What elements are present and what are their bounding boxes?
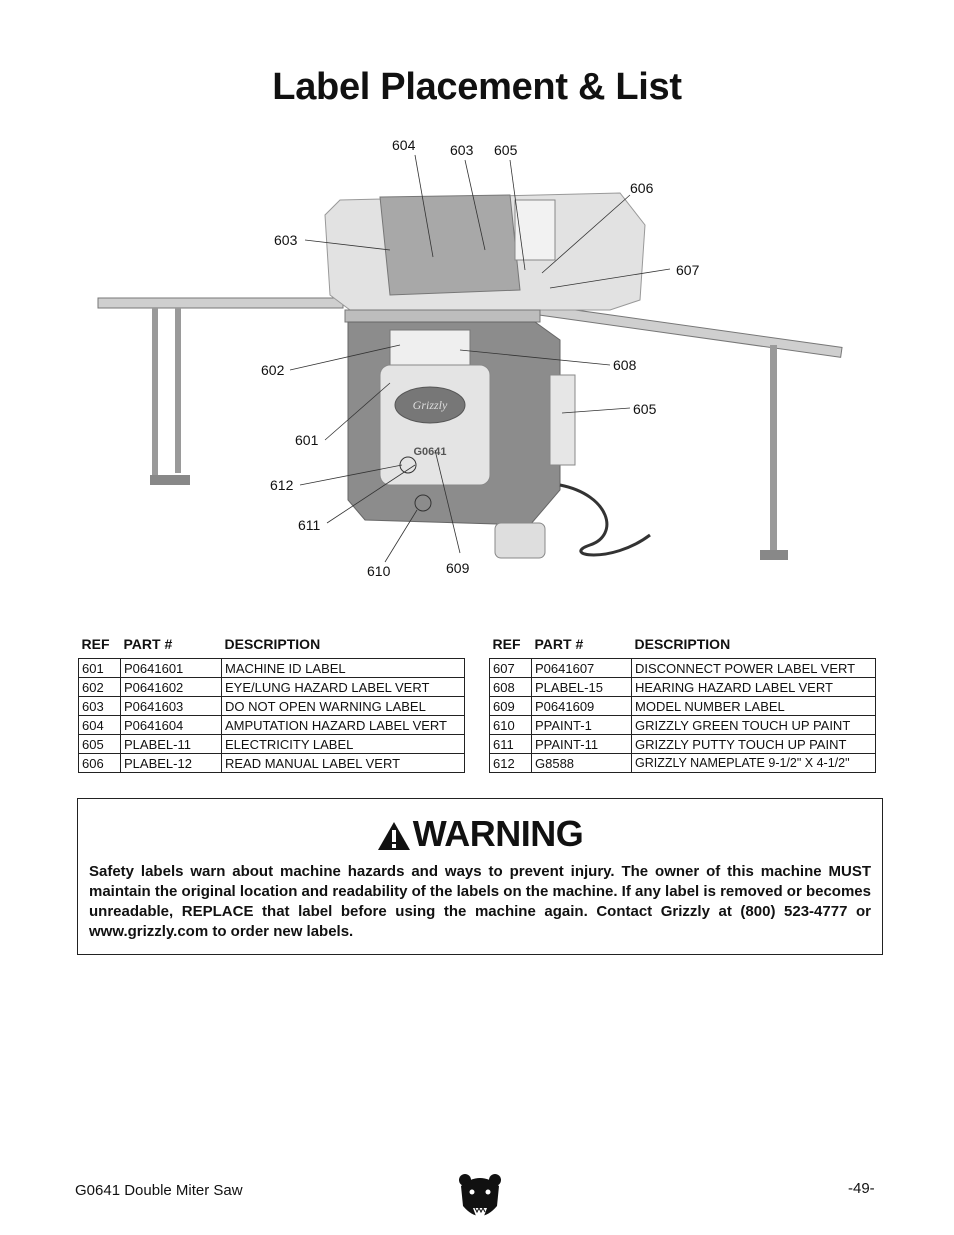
- footer-model: G0641 Double Miter Saw: [75, 1182, 243, 1199]
- ref-cell: 603: [79, 697, 121, 716]
- callout-611: 611: [298, 517, 321, 533]
- table-row: [79, 678, 465, 697]
- warning-triangle-icon: [377, 821, 411, 851]
- left-leg-2: [175, 308, 181, 473]
- warning-box: [77, 798, 883, 955]
- warning-text: Safety labels warn about machine hazards and ways to prevent injury. The owner of this machine MUST maintain the original location and readability of the labels on the machine. If any label is removed or becomes unreadable, REPLACE that label before using the machine again. Contact Grizzly at (800) 523-4777 or www.grizzly.com to order new labels.: [89, 863, 871, 940]
- hood-center-panel: [380, 195, 520, 295]
- callout-603-left: 603: [274, 232, 298, 248]
- description-cell: GRIZZLY NAMEPLATE 9-1/2" X 4-1/2": [632, 754, 876, 773]
- machine-figure: [90, 125, 865, 595]
- table-row: [490, 659, 876, 678]
- ref-cell: 604: [79, 716, 121, 735]
- header-description: DESCRIPTION: [634, 636, 731, 652]
- left-fence-rail: [98, 298, 343, 308]
- table-header-row: [490, 636, 876, 659]
- part-cell: PLABEL-11: [121, 735, 222, 754]
- callout-603-top: 603: [450, 142, 474, 158]
- table-row: [490, 754, 876, 773]
- part-cell: P0641603: [121, 697, 222, 716]
- right-fence-rail: [539, 305, 842, 357]
- table-row: [79, 697, 465, 716]
- cabinet-label-panel: [390, 330, 470, 365]
- description-cell: GRIZZLY PUTTY TOUCH UP PAINT: [632, 735, 876, 754]
- callout-606: 606: [630, 180, 654, 196]
- left-leg-1: [152, 308, 158, 478]
- description-cell: MODEL NUMBER LABEL: [632, 697, 876, 716]
- part-cell: P0641607: [532, 659, 632, 678]
- part-cell: PLABEL-15: [532, 678, 632, 697]
- warning-heading: [78, 813, 882, 855]
- table-row: [490, 678, 876, 697]
- miter-saw-illustration: [90, 125, 865, 595]
- ref-cell: 601: [79, 659, 121, 678]
- callout-601: 601: [295, 432, 319, 448]
- callout-610: 610: [367, 563, 391, 579]
- table-header-row: [79, 636, 465, 659]
- header-part: PART #: [123, 636, 173, 652]
- machine-badge: G0641: [413, 446, 447, 458]
- part-cell: G8588: [532, 754, 632, 773]
- table-row: [79, 716, 465, 735]
- ref-cell: 602: [79, 678, 121, 697]
- table-row: [490, 697, 876, 716]
- part-cell: P0641601: [121, 659, 222, 678]
- ref-cell: 612: [490, 754, 532, 773]
- part-cell: P0641604: [121, 716, 222, 735]
- description-cell: MACHINE ID LABEL: [222, 659, 465, 678]
- ref-cell: 606: [79, 754, 121, 773]
- power-cord: [560, 485, 650, 555]
- part-cell: PPAINT-1: [532, 716, 632, 735]
- parts-table-right: [489, 636, 876, 773]
- description-cell: EYE/LUNG HAZARD LABEL VERT: [222, 678, 465, 697]
- part-cell: P0641602: [121, 678, 222, 697]
- table-row: [79, 754, 465, 773]
- callout-602: 602: [261, 362, 285, 378]
- table-row: [79, 659, 465, 678]
- ref-cell: 608: [490, 678, 532, 697]
- table-row: [490, 735, 876, 754]
- table-row: [79, 735, 465, 754]
- table-row: [490, 716, 876, 735]
- ref-cell: 605: [79, 735, 121, 754]
- grizzly-bear-logo-icon: [457, 1172, 503, 1224]
- callout-604: 604: [392, 137, 416, 153]
- ref-cell: 611: [490, 735, 532, 754]
- callout-612: 612: [270, 477, 294, 493]
- callout-605-right: 605: [633, 401, 657, 417]
- header-part: PART #: [534, 636, 584, 652]
- header-ref: REF: [492, 636, 521, 652]
- part-cell: P0641609: [532, 697, 632, 716]
- callout-609: 609: [446, 560, 470, 576]
- callout-608: 608: [613, 357, 637, 373]
- foot-pedal: [495, 523, 545, 558]
- right-foot: [760, 550, 788, 560]
- description-cell: DO NOT OPEN WARNING LABEL: [222, 697, 465, 716]
- side-panel: [550, 375, 575, 465]
- page-number: -49-: [848, 1180, 875, 1197]
- callout-605-top: 605: [494, 142, 518, 158]
- description-cell: AMPUTATION HAZARD LABEL VERT: [222, 716, 465, 735]
- parts-table-left: [78, 636, 465, 773]
- description-cell: ELECTRICITY LABEL: [222, 735, 465, 754]
- callout-607: 607: [676, 262, 700, 278]
- left-foot: [150, 475, 190, 485]
- description-cell: HEARING HAZARD LABEL VERT: [632, 678, 876, 697]
- page-title: Label Placement & List: [272, 66, 682, 108]
- description-cell: READ MANUAL LABEL VERT: [222, 754, 465, 773]
- table-top: [345, 310, 540, 322]
- description-cell: DISCONNECT POWER LABEL VERT: [632, 659, 876, 678]
- right-leg-1: [770, 345, 777, 550]
- ref-cell: 607: [490, 659, 532, 678]
- cabinet-front-panel: [380, 365, 490, 485]
- header-description: DESCRIPTION: [224, 636, 321, 652]
- control-box: [515, 200, 555, 260]
- part-cell: PPAINT-11: [532, 735, 632, 754]
- warning-heading-text: WARNING: [412, 813, 584, 854]
- nameplate-text: Grizzly: [412, 398, 448, 412]
- part-cell: PLABEL-12: [121, 754, 222, 773]
- header-ref: REF: [81, 636, 110, 652]
- description-cell: GRIZZLY GREEN TOUCH UP PAINT: [632, 716, 876, 735]
- ref-cell: 610: [490, 716, 532, 735]
- ref-cell: 609: [490, 697, 532, 716]
